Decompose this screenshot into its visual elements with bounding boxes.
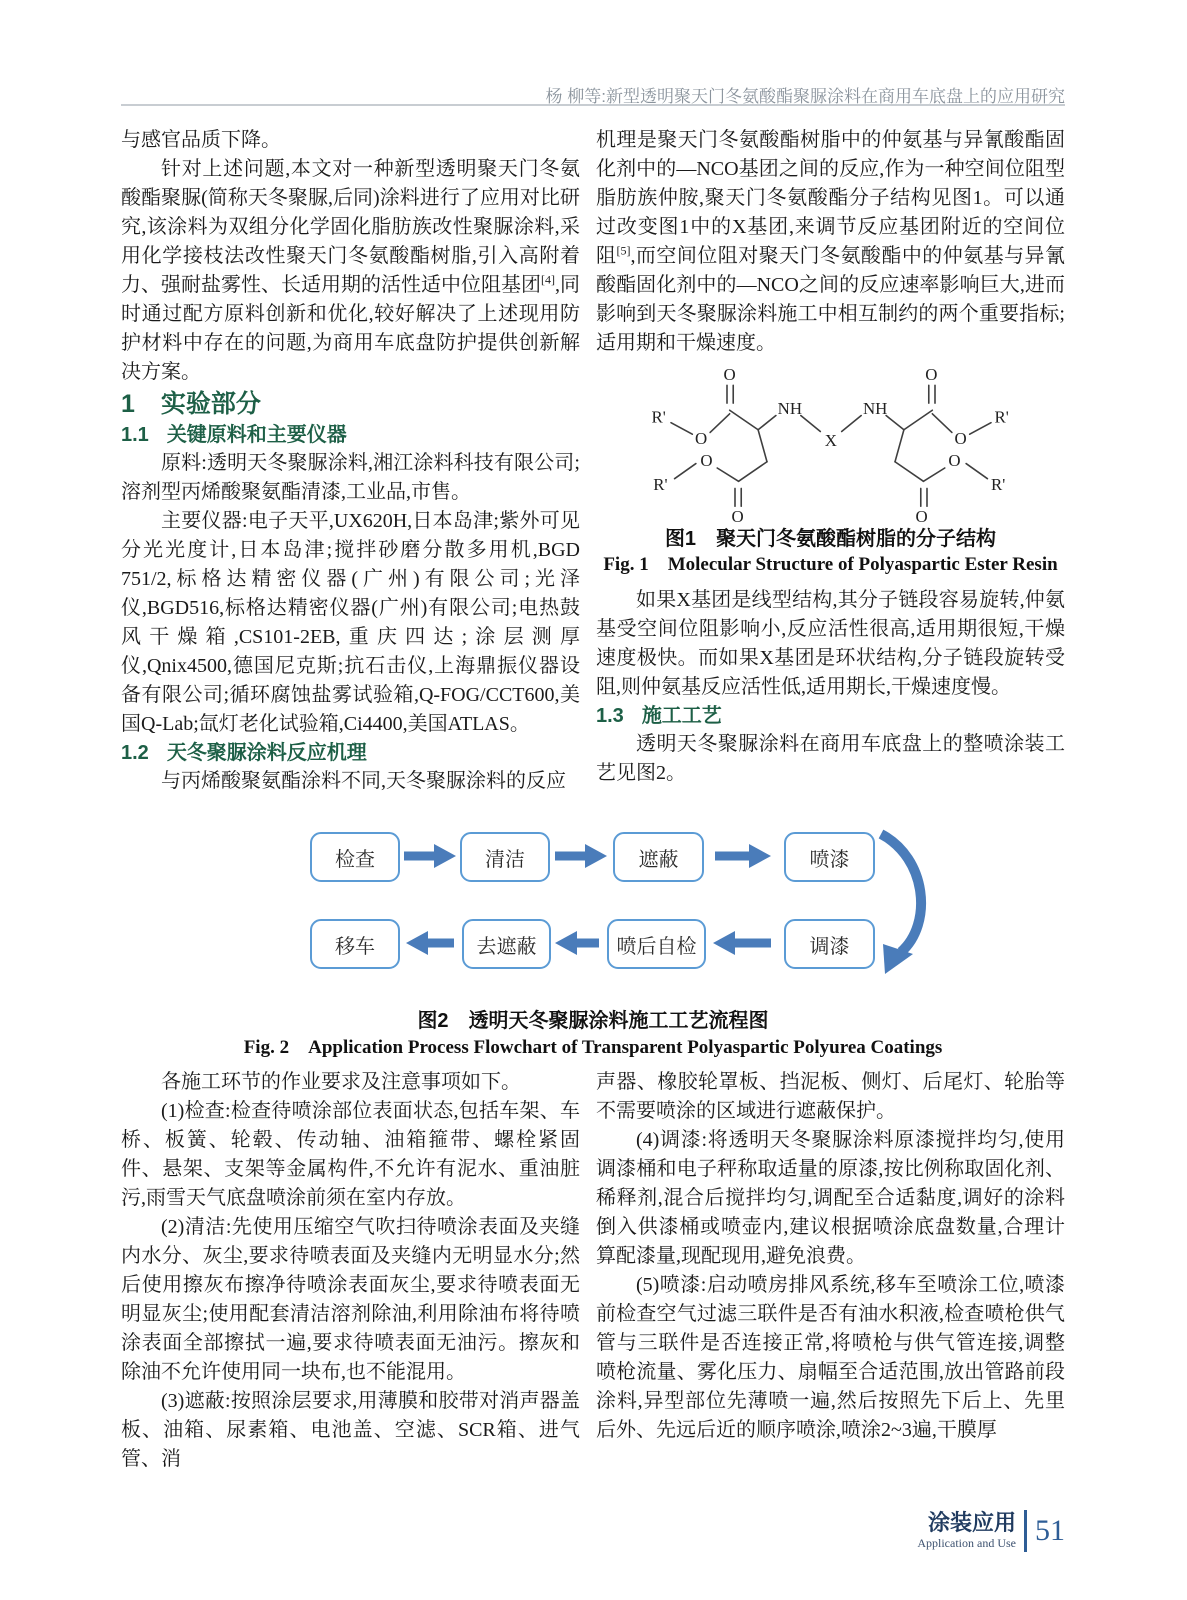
footer-section-zh: 涂装应用 — [927, 1510, 1016, 1535]
flow-step-unmask: 去遮蔽 — [462, 919, 551, 969]
flow-arrow-right-icon — [555, 844, 607, 873]
flow-step-clean: 清洁 — [460, 832, 550, 882]
flow-step-self-check: 喷后自检 — [607, 919, 706, 969]
page-footer — [917, 1510, 1065, 1552]
flow-arrow-left-icon — [713, 931, 771, 960]
column-right-bottom — [596, 1068, 1065, 1445]
paragraph: (5)喷漆:启动喷房排风系统,移车至喷涂工位,喷漆前检查空气过滤三联件是否有油水积液,检查喷枪供气管与三联件是否连接正常,将喷枪与供气管连接,调整喷枪流量、雾化压力、扇幅至合适范围,放出管路前段涂料,异型部位先薄喷一遍,然后按照先下后上、先里后外、先远后近的顺序喷涂,喷涂2~3遍,干膜厚 — [596, 1274, 1065, 1441]
paragraph: 主要仪器:电子天平,UX620H,日本岛津;紫外可见分光光度计,日本岛津;搅拌砂磨分散多用机,BGD 751/2,标格达精密仪器(广州)有限公司;光泽仪,BGD516,标格达精密仪器(广州)有限公司;电热鼓风干燥箱,CS101-2EB,重庆四达;涂层测厚仪,Qnix4500,德国尼克斯;抗石击仪,上海鼎振仪器设备有限公司;循环腐蚀盐雾试验箱,Q-FOG/CCT600,美国Q-Lab;氙灯老化试验箱,Ci4400,美国ATLAS。 — [121, 510, 580, 735]
paragraph: 与感官品质下降。 — [121, 129, 281, 151]
atom-label-r: R' — [652, 475, 668, 495]
paragraph: 声器、橡胶轮罩板、挡泥板、侧灯、后尾灯、轮胎等不需要喷涂的区域进行遮蔽保护。 — [596, 1071, 1065, 1122]
atom-label-o: O — [914, 507, 928, 524]
atom-label-o: O — [954, 429, 967, 448]
page-number: 51 — [1035, 1514, 1065, 1547]
atom-label-r: R' — [994, 407, 1009, 427]
flow-arrow-left-icon — [406, 931, 454, 960]
figure-2 — [121, 820, 1065, 1060]
atom-label-o: O — [694, 429, 707, 448]
paragraph: 如果X基团是线型结构,其分子链段容易旋转,仲氨基受空间位阻影响小,反应活性很高,适用期很短,干燥速度极快。而如果X基团是环状结构,分子链段旋转受阻,则仲氨基反应活性低,适用期长,干燥速度慢。 — [596, 589, 1065, 698]
section-heading-1-2: 1.2 天冬聚脲涂料反应机理 — [121, 742, 367, 764]
atom-label-o: O — [699, 451, 713, 471]
header-rule — [121, 104, 1065, 106]
section-heading-1-1: 1.1 关键原料和主要仪器 — [121, 424, 347, 446]
column-left-top — [121, 126, 580, 796]
flow-step-inspect: 检查 — [310, 832, 400, 882]
flow-arrow-curved-icon — [869, 828, 943, 983]
atom-label-o: O — [722, 365, 736, 384]
molecular-structure — [611, 364, 1051, 524]
citation-5: [5] — [616, 243, 631, 258]
figure-1-caption-zh: 图1 聚天门冬氨酸酯树脂的分子结构 — [664, 528, 997, 550]
footer-divider — [1024, 1510, 1027, 1552]
running-title: 杨 柳等:新型透明聚天门冬氨酸酯聚脲涂料在商用车底盘上的应用研究 — [545, 87, 1065, 106]
atom-label-o: O — [730, 507, 744, 524]
atom-label-r: R' — [650, 407, 666, 427]
column-right-top — [596, 126, 1065, 788]
paragraph: 原料:透明天冬聚脲涂料,湘江涂料科技有限公司;溶剂型丙烯酸聚氨酯清漆,工业品,市售。 — [121, 452, 580, 503]
paragraph: 机理是聚天门冬氨酸酯树脂中的仲氨基与异氰酸酯固化剂中的—NCO基团之间的反应,作为一种空间位阻型脂肪族仲胺,聚天门冬氨酸酯分子结构见图1。可以通过改变图1中的X基团,来调节反应基团附近的空间位阻[5],而空间位阻对聚天门冬氨酸酯中的仲氨基与异氰酸酯固化剂中的—NCO之间的反应速率影响巨大,进而影响到天冬聚脲涂料施工中相互制约的两个重要指标;适用期和干燥速度。 — [596, 129, 1066, 354]
flow-step-mask: 遮蔽 — [613, 832, 704, 882]
paragraph: 针对上述问题,本文对一种新型透明聚天门冬氨酸酯聚脲(简称天冬聚脲,后同)涂料进行了应用对比研究,该涂料为双组分化学固化脂肪族改性聚脲涂料,采用化学接枝法改性聚天门冬氨酸酯树脂,引入高附着力、强耐盐雾性、长适用期的活性适中位阻基团[4],同时通过配方原料创新和优化,较好解决了上述现用防护材料中存在的问题,为商用车底盘防护提供创新解决方案。 — [121, 158, 580, 383]
footer-section-labels — [917, 1511, 1016, 1551]
paragraph: 各施工环节的作业要求及注意事项如下。 — [161, 1071, 521, 1093]
flow-step-move-car: 移车 — [310, 919, 400, 969]
atom-label-nh: NH — [862, 398, 887, 418]
paragraph: (2)清洁:先使用压缩空气吹扫待喷涂表面及夹缝内水分、灰尘,要求待喷表面及夹缝内无明显水分;然后使用擦灰布擦净待喷涂表面灰尘,要求待喷表面无明显灰尘;使用配套清洁溶剂除油,利用除油布将待喷涂表面全部擦拭一遍,要求待喷表面无油污。擦灰和除油不允许使用同一块布,也不能混用。 — [121, 1216, 580, 1383]
paragraph: (3)遮蔽:按照涂层要求,用薄膜和胶带对消声器盖板、油箱、尿素箱、电池盖、空滤、SCR箱、进气管、消 — [121, 1390, 580, 1470]
figure-2-caption-zh: 图2 透明天冬聚脲涂料施工工艺流程图 — [417, 1010, 769, 1032]
footer-section-en: Application and Use — [917, 1536, 1016, 1550]
figure-1-caption-en: Fig. 1 Molecular Structure of Polyaspartic Ester Resin — [603, 554, 1058, 575]
figure-1 — [596, 364, 1065, 524]
section-heading-1: 1 实验部分 — [121, 390, 261, 418]
flow-step-spray: 喷漆 — [784, 832, 875, 882]
section-heading-1-3: 1.3 施工工艺 — [596, 705, 722, 727]
flow-arrow-left-icon — [555, 931, 599, 960]
paragraph: (1)检查:检查待喷涂部位表面状态,包括车架、车桥、板簧、轮毂、传动轴、油箱箍带、螺栓紧固件、悬架、支架等金属构件,不允许有泥水、重油脏污,雨雪天气底盘喷涂前须在室内存放。 — [121, 1100, 580, 1209]
figure-2-caption-en: Fig. 2 Application Process Flowchart of Transparent Polyaspartic Polyurea Coatings — [243, 1037, 943, 1058]
atom-label-r: R' — [990, 475, 1005, 495]
flow-arrow-right-icon — [404, 844, 456, 873]
citation-4: [4] — [541, 272, 555, 287]
atom-label-o: O — [924, 365, 937, 384]
atom-label-nh: NH — [777, 398, 802, 418]
flow-arrow-right-icon — [715, 844, 771, 873]
column-left-bottom — [121, 1068, 580, 1474]
paragraph: 透明天冬聚脲涂料在商用车底盘上的整喷涂装工艺见图2。 — [596, 733, 1065, 784]
atom-label-x: X — [824, 430, 837, 450]
flow-step-mix-paint: 调漆 — [784, 919, 875, 969]
paragraph: (4)调漆:将透明天冬聚脲涂料原漆搅拌均匀,使用调漆桶和电子秤称取适量的原漆,按比例称取固化剂、稀释剂,混合后搅拌均匀,调配至合适黏度,调好的涂料倒入供漆桶或喷壶内,建议根据喷涂底盘数量,合理计算配漆量,现配现用,避免浪费。 — [596, 1129, 1065, 1267]
atom-label-o: O — [947, 451, 961, 471]
paragraph: 与丙烯酸聚氨酯涂料不同,天冬聚脲涂料的反应 — [161, 770, 566, 792]
